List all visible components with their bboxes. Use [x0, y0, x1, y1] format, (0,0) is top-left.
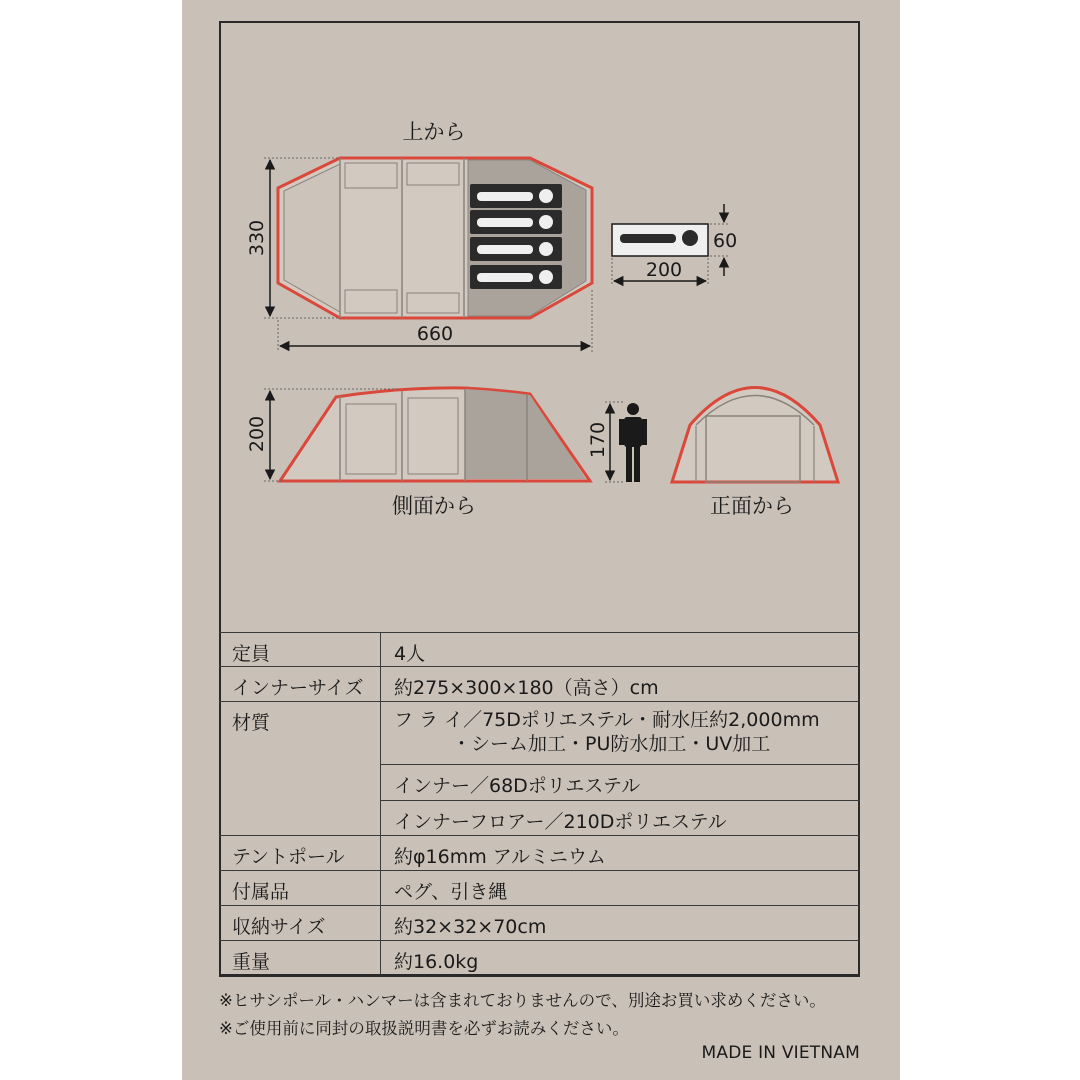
tent-side-view — [280, 388, 590, 481]
front-view-label: 正面から — [710, 494, 794, 518]
top-width-value: 330 — [246, 219, 268, 257]
person-height-value: 170 — [587, 421, 609, 459]
sleeper-icon-4 — [470, 265, 562, 289]
person-scale-icon — [605, 402, 647, 482]
tent-front-view — [672, 388, 838, 483]
spec-label: インナーサイズ — [219, 667, 381, 702]
spec-row-capacity — [219, 633, 860, 667]
sleep-height-value: 60 — [713, 230, 738, 252]
spec-label: 材質 — [219, 702, 381, 836]
spec-value: インナーフロアー／210Dポリエステル — [381, 801, 861, 836]
side-height-value: 200 — [246, 415, 268, 453]
note-manual: ※ご使用前に同封の取扱説明書を必ずお読みください。 — [219, 1019, 629, 1038]
spec-value: 約φ16mm アルミニウム — [381, 836, 861, 871]
spec-row-pole — [219, 836, 860, 871]
spec-row-weight — [219, 941, 860, 976]
spec-row-storage — [219, 906, 860, 941]
side-view-label: 側面から — [392, 494, 476, 518]
sleeper-icon-3 — [470, 237, 562, 261]
spec-row-inner-size — [219, 667, 860, 702]
made-in-label: MADE IN VIETNAM — [701, 1043, 860, 1063]
spec-label: 付属品 — [219, 871, 381, 906]
spec-value: インナー／68Dポリエステル — [381, 765, 861, 801]
spec-value: 4人 — [381, 633, 861, 667]
spec-label: 収納サイズ — [219, 906, 381, 941]
top-length-value: 660 — [416, 323, 454, 345]
spec-value — [381, 702, 861, 765]
spec-value: 約16.0kg — [381, 941, 861, 976]
top-view-label: 上から — [402, 120, 466, 144]
note-pole-hammer: ※ヒサシポール・ハンマーは含まれておりませんので、別途お買い求めください。 — [219, 991, 826, 1010]
spec-value: 約32×32×70cm — [381, 906, 861, 941]
spec-row-accessories — [219, 871, 860, 906]
spec-label: テントポール — [219, 836, 381, 871]
sleeper-icon-2 — [470, 210, 562, 234]
material-fly-line1: フ ラ イ／75Dポリエステル・耐水圧約2,000mm — [394, 709, 820, 731]
spec-row-material-fly — [219, 702, 860, 765]
sleeper-icon-1 — [470, 184, 562, 208]
spec-label: 定員 — [219, 633, 381, 667]
tent-top-view — [278, 158, 592, 318]
sleep-length-value: 200 — [645, 259, 683, 281]
spec-value: ペグ、引き縄 — [381, 871, 861, 906]
spec-table — [219, 632, 860, 977]
material-fly-line2: ・シーム加工・PU防水加工・UV加工 — [452, 733, 771, 755]
spec-value: 約275×300×180（高さ）cm — [381, 667, 861, 702]
spec-label: 重量 — [219, 941, 381, 976]
